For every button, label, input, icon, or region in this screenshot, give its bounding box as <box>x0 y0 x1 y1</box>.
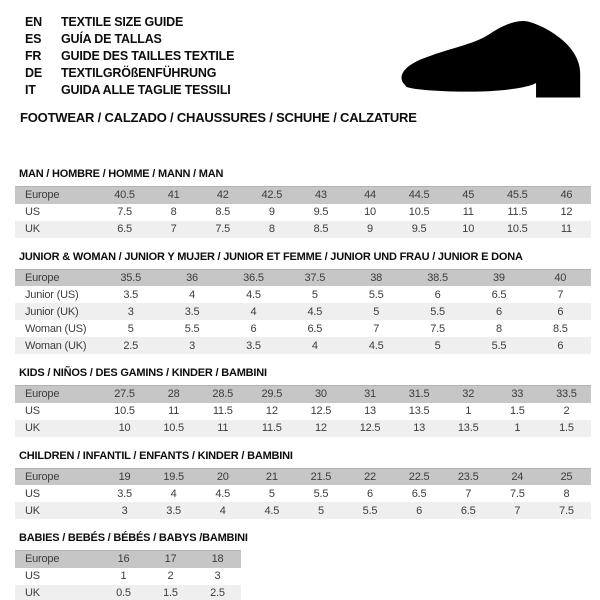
size-value: 7 <box>170 223 177 235</box>
size-value: 40 <box>554 271 567 284</box>
size-value: 2.5 <box>210 587 225 599</box>
section-title: CHILDREN / INFANTIL / ENFANTS / KINDER / BAMBINI <box>19 449 293 462</box>
language-title-list <box>25 14 234 99</box>
size-value: 6 <box>557 339 564 352</box>
table-row <box>15 420 591 437</box>
size-value: 1.5 <box>163 587 178 599</box>
table-row <box>15 221 591 238</box>
size-value: 13 <box>364 405 376 417</box>
table-row <box>15 568 241 585</box>
size-value: 5 <box>268 487 275 500</box>
row-label: Junior (US) <box>25 288 79 301</box>
section-title: MAN / HOMBRE / HOMME / MANN / MAN <box>19 168 224 180</box>
size-section <box>15 532 591 600</box>
size-value: 3 <box>214 570 221 582</box>
size-value: 12.5 <box>310 405 332 417</box>
size-value: 23.5 <box>457 470 479 483</box>
size-value: 45 <box>462 189 475 202</box>
size-value: 19.5 <box>163 470 184 483</box>
size-value: 40.5 <box>114 189 135 202</box>
size-value: 17 <box>164 553 177 566</box>
size-value: 5 <box>373 305 380 318</box>
size-value: 24 <box>511 470 524 483</box>
size-value: 1.5 <box>559 422 574 434</box>
row-label: Junior (UK) <box>25 305 79 318</box>
size-value: 4.5 <box>215 487 231 500</box>
language-code: ES <box>25 32 42 46</box>
size-value: 6 <box>557 305 564 318</box>
size-value: 33 <box>511 388 524 401</box>
size-value: 21.5 <box>310 470 332 483</box>
size-value: 5.5 <box>491 339 507 352</box>
language-row <box>25 48 234 65</box>
size-value: 4 <box>219 504 226 517</box>
table-row <box>15 403 591 420</box>
size-value: 11 <box>462 206 474 218</box>
size-value: 5 <box>317 504 324 517</box>
size-value: 4 <box>170 487 177 500</box>
size-value: 13.5 <box>408 405 430 417</box>
size-value: 6 <box>416 504 423 517</box>
size-value: 5.5 <box>362 504 378 517</box>
language-title: TEXTILGRÖßENFÜHRUNG <box>61 66 217 80</box>
language-title: TEXTILE SIZE GUIDE <box>61 15 184 29</box>
size-value: 11 <box>168 405 180 417</box>
table-row <box>15 187 591 204</box>
size-value: 22 <box>364 470 376 483</box>
row-label: Europe <box>25 271 60 284</box>
size-value: 10 <box>364 206 376 218</box>
size-value: 8 <box>170 206 177 218</box>
table-row <box>15 204 591 221</box>
size-table <box>15 385 591 437</box>
size-value: 25 <box>560 470 573 483</box>
size-value: 6 <box>495 305 502 318</box>
size-value: 3.5 <box>123 288 139 301</box>
table-row <box>15 502 591 519</box>
size-table <box>15 186 591 238</box>
language-title: GUIDE DES TAILLES TEXTILE <box>61 49 235 63</box>
size-value: 28 <box>167 388 180 401</box>
size-value: 7 <box>557 288 564 301</box>
size-value: 11.5 <box>212 405 233 417</box>
size-value: 29.5 <box>261 388 283 401</box>
size-value: 39 <box>493 271 505 284</box>
size-value: 44.5 <box>408 189 430 202</box>
row-label: Europe <box>25 189 60 202</box>
size-value: 10.5 <box>163 422 184 434</box>
size-value: 12 <box>315 422 327 434</box>
size-value: 46 <box>560 189 573 202</box>
size-value: 6.5 <box>491 288 507 301</box>
language-row <box>25 31 234 48</box>
row-label: Europe <box>25 553 60 566</box>
table-row <box>15 551 241 568</box>
size-value: 43 <box>315 189 327 202</box>
size-value: 20 <box>216 470 229 483</box>
size-value: 31.5 <box>408 388 430 401</box>
size-value: 10 <box>462 223 475 235</box>
row-label: UK <box>25 504 40 517</box>
size-value: 21 <box>265 470 278 483</box>
table-row <box>15 320 591 337</box>
size-value: 41 <box>167 189 180 202</box>
size-value: 8 <box>563 487 570 500</box>
size-value: 3 <box>121 504 128 517</box>
size-value: 18 <box>211 553 224 566</box>
size-value: 5.5 <box>430 305 445 318</box>
size-value: 31 <box>364 388 376 401</box>
size-value: 7.5 <box>509 487 525 500</box>
size-value: 7.5 <box>559 504 574 517</box>
size-value: 7.5 <box>430 322 445 335</box>
size-section <box>15 367 591 437</box>
size-value: 5.5 <box>313 487 329 500</box>
row-label: Woman (US) <box>25 322 87 335</box>
size-value: 4.5 <box>368 339 384 352</box>
language-code: FR <box>25 49 42 63</box>
size-value: 5.5 <box>368 288 384 301</box>
size-value: 10.5 <box>506 223 528 235</box>
size-value: 5 <box>434 339 441 352</box>
size-value: 10.5 <box>114 405 135 417</box>
size-value: 3.5 <box>117 487 132 500</box>
size-value: 6.5 <box>307 322 323 335</box>
size-value: 4 <box>250 305 257 318</box>
size-value: 42.5 <box>261 189 283 202</box>
size-value: 36 <box>186 271 198 284</box>
table-row <box>15 269 591 286</box>
size-value: 6 <box>250 322 257 335</box>
size-value: 1.5 <box>509 405 525 417</box>
size-value: 1 <box>465 405 472 417</box>
size-value: 8.5 <box>313 223 329 235</box>
size-value: 7.5 <box>215 223 231 235</box>
size-value: 38 <box>370 271 383 284</box>
size-section <box>15 450 591 520</box>
size-value: 10.5 <box>408 206 430 218</box>
section-title: BABIES / BEBÉS / BÉBÉS / BABYS /BAMBINI <box>19 532 248 544</box>
size-value: 22.5 <box>408 470 430 483</box>
size-value: 4.5 <box>246 288 261 301</box>
size-value: 3.5 <box>246 339 261 352</box>
size-value: 1 <box>514 422 521 434</box>
shoe-icon <box>392 12 586 108</box>
size-value: 8.5 <box>552 322 568 335</box>
size-value: 4.5 <box>264 504 280 517</box>
size-value: 7 <box>514 504 521 517</box>
size-value: 6 <box>434 288 441 301</box>
size-value: 28.5 <box>212 388 234 401</box>
size-table <box>15 550 241 600</box>
size-value: 8 <box>495 322 502 335</box>
size-value: 5 <box>311 288 318 301</box>
size-value: 13 <box>413 422 426 434</box>
size-value: 4 <box>311 339 318 352</box>
section-title: KIDS / NIÑOS / DES GAMINS / KINDER / BAMBINI <box>19 367 267 379</box>
language-title: GUIDA ALLE TAGLIE TESSILI <box>61 83 231 97</box>
size-value: 9 <box>268 206 275 218</box>
size-value: 12 <box>560 206 573 218</box>
size-value: 3 <box>127 305 134 318</box>
size-value: 11.5 <box>261 422 282 434</box>
row-label: Europe <box>25 470 60 483</box>
section-title: JUNIOR & WOMAN / JUNIOR Y MUJER / JUNIOR ET FEMME / JUNIOR UND FRAU / JUNIOR E DONA <box>19 250 523 263</box>
size-value: 30 <box>315 388 327 401</box>
size-value: 44 <box>364 189 376 202</box>
size-value: 5 <box>127 322 134 335</box>
size-value: 38.5 <box>427 271 448 284</box>
size-value: 12.5 <box>359 422 381 434</box>
size-section <box>15 251 591 355</box>
row-label: Europe <box>25 388 60 401</box>
size-value: 1 <box>120 570 127 582</box>
size-value: 0.5 <box>116 587 131 599</box>
size-value: 45.5 <box>506 189 528 202</box>
language-code: EN <box>25 15 42 29</box>
row-label: UK <box>25 422 40 434</box>
size-value: 12 <box>265 405 278 417</box>
size-value: 2.5 <box>123 339 139 352</box>
size-value: 7 <box>373 322 380 335</box>
language-code: IT <box>25 83 36 97</box>
size-value: 36.5 <box>243 271 264 284</box>
table-row <box>15 386 591 403</box>
size-value: 9.5 <box>411 223 427 235</box>
size-section <box>15 168 591 238</box>
row-label: UK <box>25 587 40 599</box>
size-value: 9 <box>367 223 373 235</box>
language-code: DE <box>25 66 42 80</box>
size-tables <box>15 168 591 600</box>
size-value: 2 <box>167 570 174 582</box>
size-value: 2 <box>563 405 570 417</box>
row-label: US <box>25 487 40 500</box>
size-value: 11.5 <box>507 206 528 218</box>
size-value: 6.5 <box>411 487 427 500</box>
size-value: 3.5 <box>184 305 200 318</box>
size-value: 9.5 <box>313 206 329 218</box>
row-label: US <box>25 570 40 582</box>
table-row <box>15 468 591 485</box>
size-table <box>15 468 591 520</box>
size-value: 42 <box>216 189 229 202</box>
size-value: 4.5 <box>307 305 323 318</box>
size-value: 3.5 <box>166 504 181 517</box>
table-row <box>15 337 591 354</box>
table-row <box>15 585 241 600</box>
size-value: 6.5 <box>117 223 132 235</box>
size-value: 8.5 <box>215 206 231 218</box>
language-title: GUÍA DE TALLAS <box>61 32 162 46</box>
size-value: 5.5 <box>184 322 200 335</box>
size-value: 6 <box>367 487 373 500</box>
size-value: 8 <box>268 223 275 235</box>
category-line: FOOTWEAR / CALZADO / CHAUSSURES / SCHUHE / CALZATURE <box>20 110 417 125</box>
size-value: 35.5 <box>120 271 141 284</box>
language-row <box>25 82 234 99</box>
size-value: 6.5 <box>460 504 476 517</box>
size-value: 11 <box>217 422 229 434</box>
row-label: Woman (UK) <box>25 339 87 352</box>
row-label: US <box>25 405 40 417</box>
size-value: 16 <box>117 553 130 566</box>
size-value: 19 <box>118 470 131 483</box>
size-value: 11 <box>560 223 572 235</box>
size-value: 37.5 <box>304 271 326 284</box>
table-row <box>15 485 591 502</box>
table-row <box>15 303 591 320</box>
language-row <box>25 14 234 31</box>
size-value: 33.5 <box>556 388 577 401</box>
size-value: 4 <box>189 288 196 301</box>
size-value: 10 <box>118 422 131 434</box>
row-label: UK <box>25 223 40 235</box>
language-row <box>25 65 234 82</box>
size-value: 32 <box>462 388 475 401</box>
row-label: US <box>25 206 40 218</box>
size-value: 7 <box>465 487 472 500</box>
size-value: 27.5 <box>114 388 135 401</box>
size-table <box>15 269 591 355</box>
table-row <box>15 286 591 303</box>
size-value: 13.5 <box>457 422 479 434</box>
size-value: 3 <box>189 339 196 352</box>
size-value: 7.5 <box>117 206 132 218</box>
